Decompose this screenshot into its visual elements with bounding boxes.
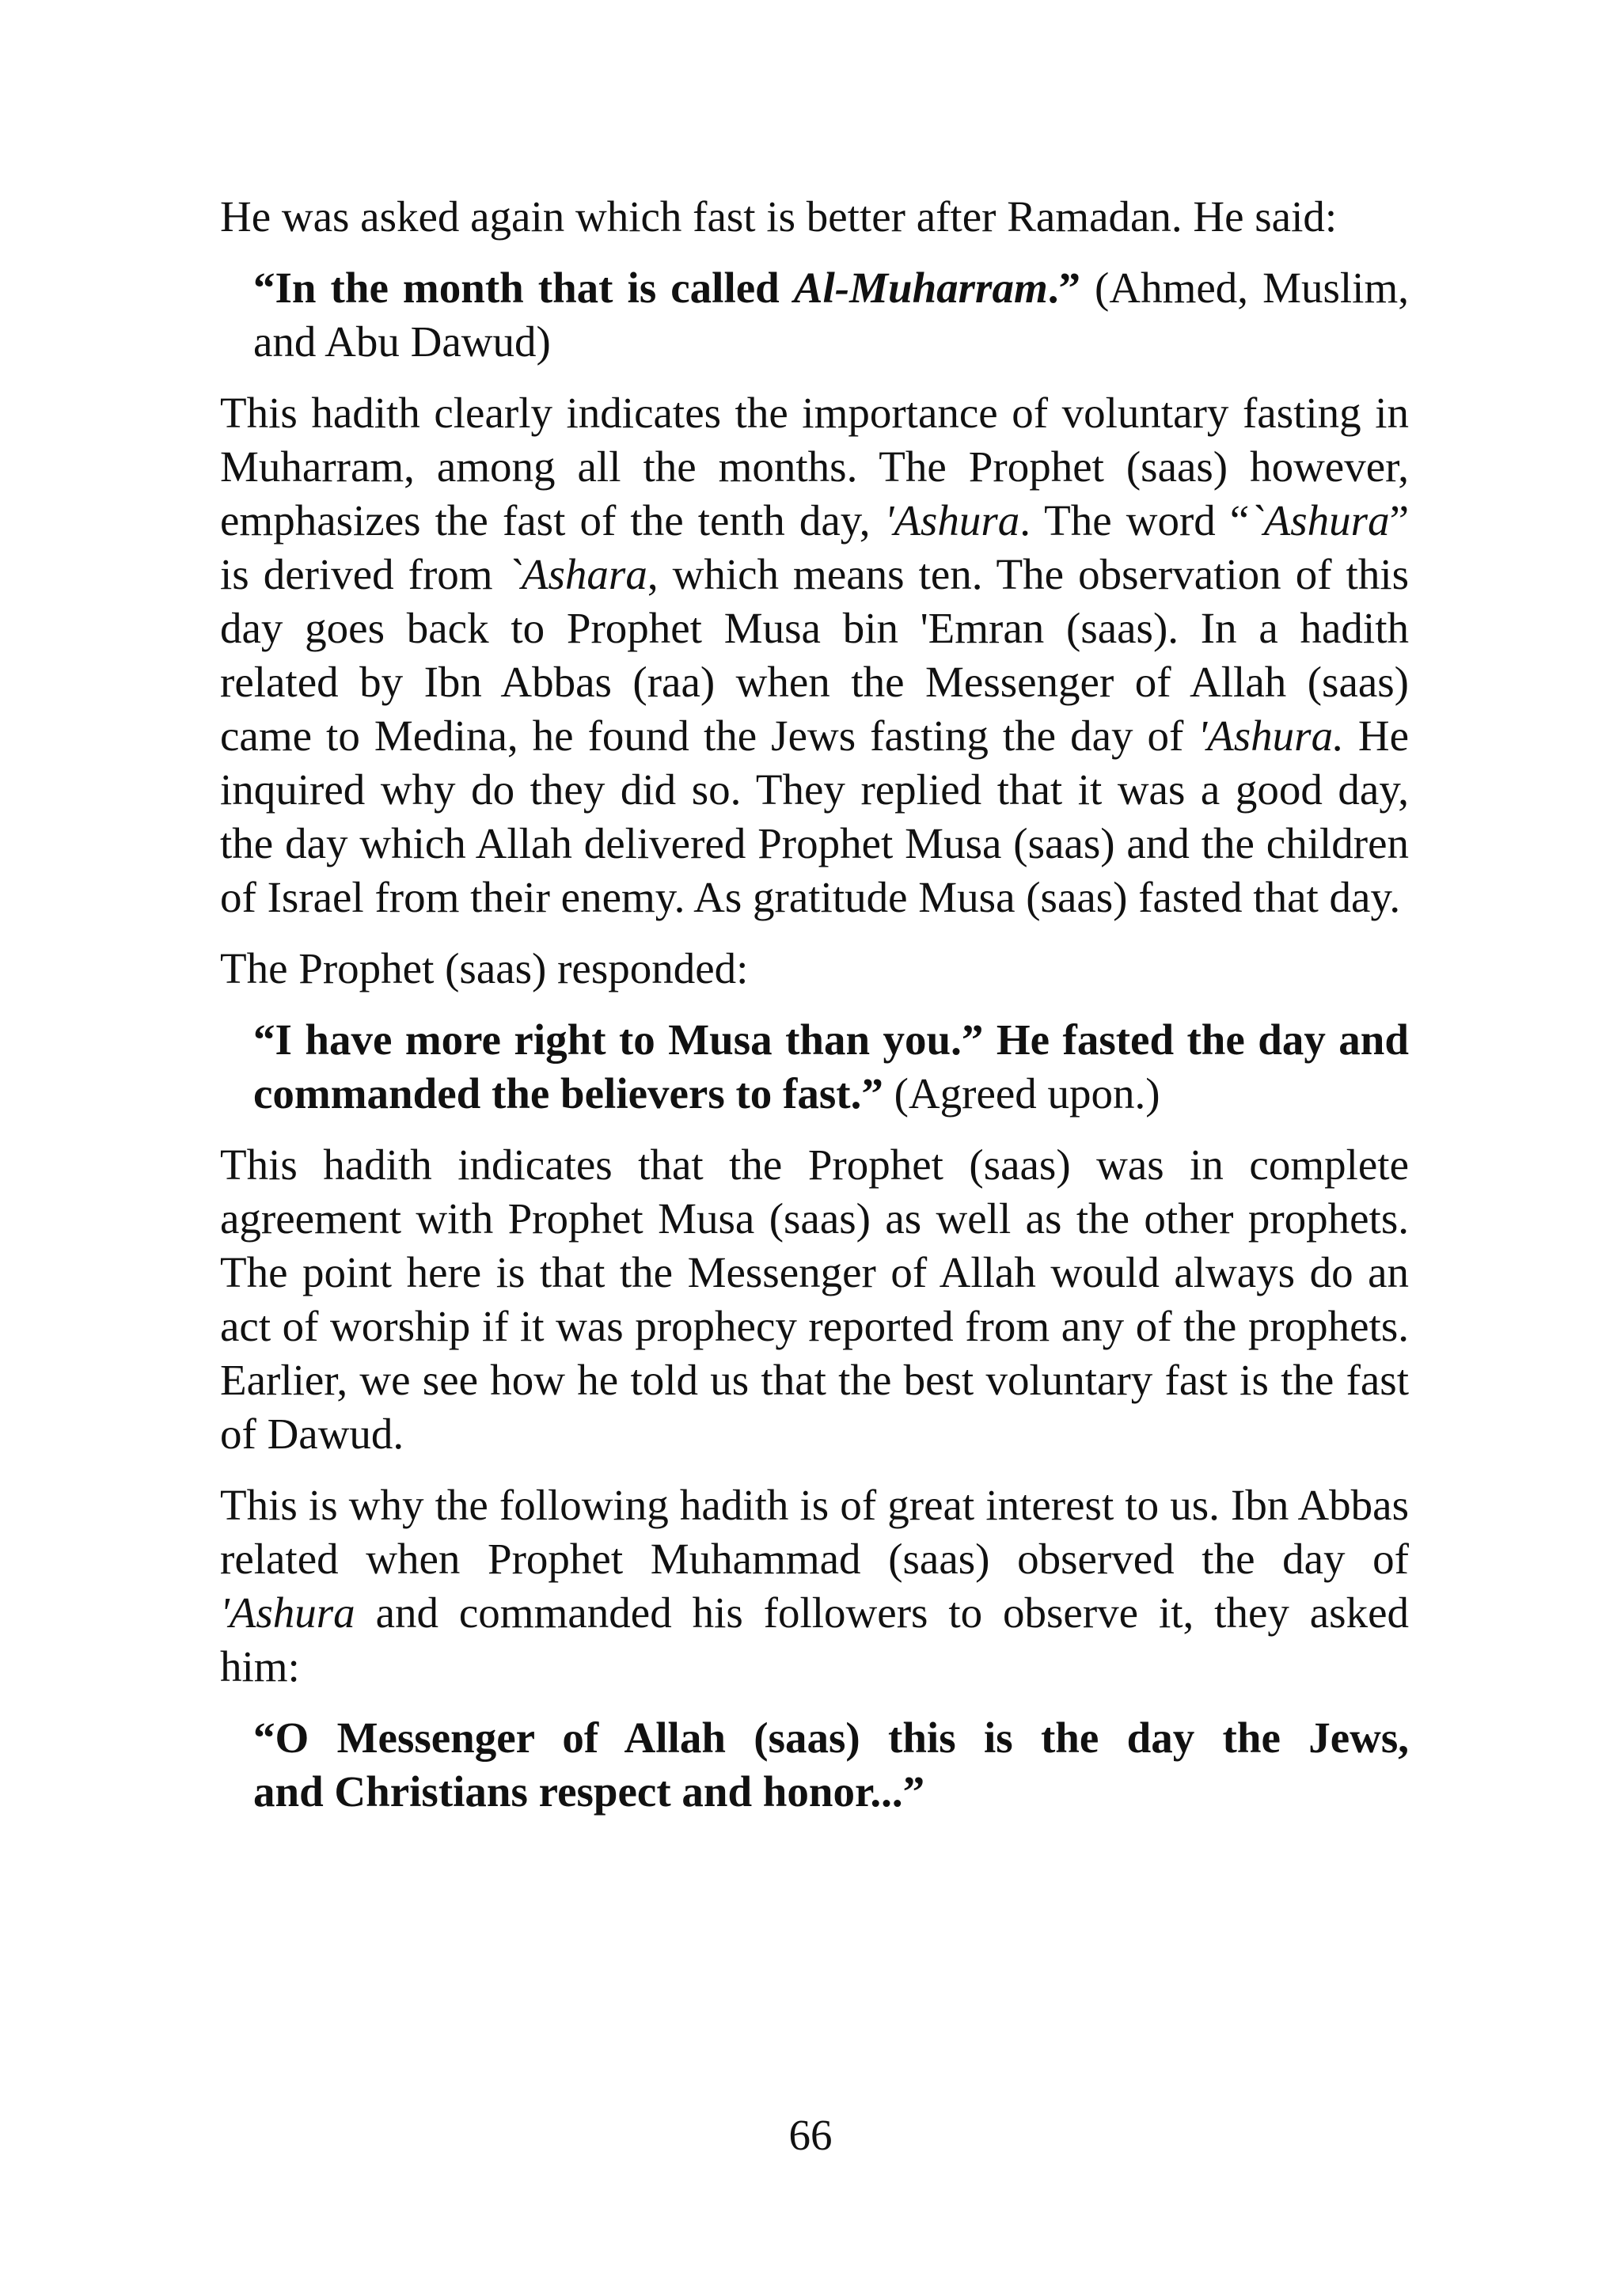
- paragraph-1: He was asked again which fast is better after Ramadan. He said:: [220, 192, 1338, 241]
- quote-text: “O Messenger of Allah (saas) this is the day the Jews, and Christians respect and honor...”: [253, 1713, 1409, 1816]
- paragraph-2: This hadith clearly indicates the importance of voluntary fasting in Muharram, among all the months. The Prophet (saas) however, emphasizes the fast of the tenth day, 'Ashura. The word “`Ashura” is derived from `Ashara, which means ten. The observation of this day goes back to Prophet Musa bin 'Emran (saas). In a hadith related by Ibn Abbas (raa) when the Messenger of Allah (saas) came to Medina, he found the Jews fasting the day of 'Ashura. He inquired why do they did so. They replied that it was a good day, the day which Allah delivered Prophet Musa (saas) and the children of Israel from their enemy. As gratitude Musa (saas) fasted that day.: [220, 389, 1410, 921]
- hadith-quote-3: [253, 1711, 1409, 1819]
- page-body: [220, 190, 1409, 1836]
- quote-citation: (Ahmed, Muslim, and Abu Dawud): [253, 264, 1409, 366]
- hadith-quote-2: [253, 1013, 1409, 1121]
- paragraph-3: The Prophet (saas) responded:: [220, 944, 749, 992]
- paragraph-5: This is why the following hadith is of great interest to us. Ibn Abbas related when Prophet Muhammad (saas) observed the day of 'Ashura and commanded his followers to observe it, they asked him:: [220, 1481, 1409, 1691]
- hadith-quote-1: [253, 261, 1409, 369]
- paragraph-4: This hadith indicates that the Prophet (saas) was in complete agreement with Prophet Musa (saas) as well as the other prophets. The point here is that the Messenger of Allah would always do an act of worship if it was prophecy reported from any of the prophets. Earlier, we see how he told us that the best voluntary fast is the fast of Dawud.: [220, 1140, 1409, 1458]
- quote-text: “I have more right to Musa than you.” He fasted the day and commanded the believers to fast.”: [253, 1015, 1409, 1118]
- page-number: 66: [788, 2111, 833, 2159]
- quote-text: “In the month that is called Al-Muharram.”: [253, 264, 1080, 312]
- quote-citation: (Agreed upon.): [883, 1069, 1160, 1118]
